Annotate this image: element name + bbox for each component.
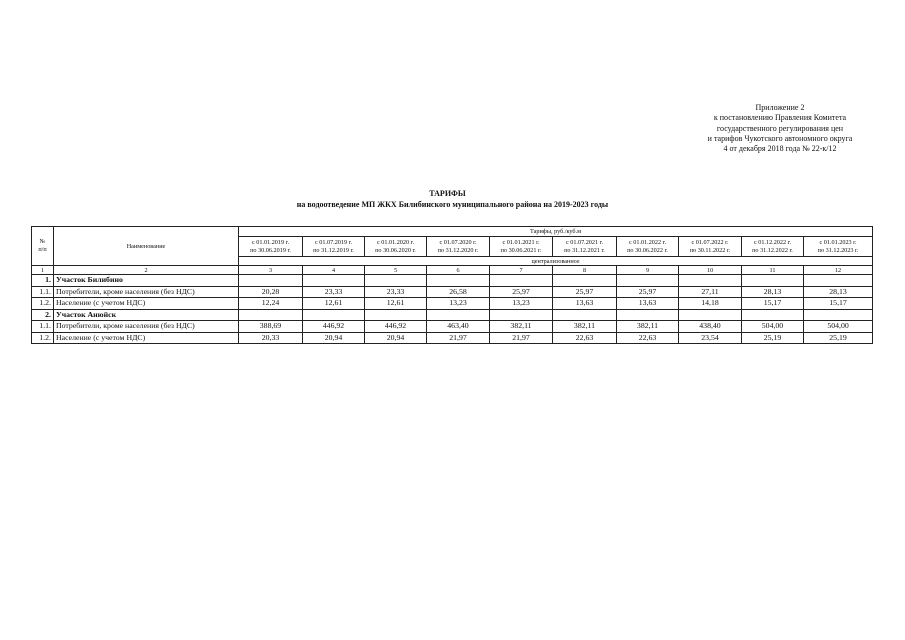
period-to: по 31.12.2020 г.: [437, 246, 479, 254]
period-from: с 01.12.2022 г.: [753, 238, 792, 246]
title-main: ТАРИФЫ: [429, 189, 466, 198]
tariff-value: 382,11: [490, 321, 553, 333]
tariff-value: 21,97: [490, 332, 553, 344]
appendix-note: [640, 103, 905, 154]
tariff-value: 20,33: [239, 332, 303, 344]
header-period: [239, 237, 303, 257]
empty-cell: [490, 275, 553, 287]
empty-cell: [427, 309, 490, 321]
appendix-line: и тарифов Чукотского автономного округа: [707, 133, 853, 143]
tariff-value: 20,28: [239, 286, 303, 298]
period-to: по 30.06.2020 г.: [375, 246, 416, 254]
header-period: [365, 237, 427, 257]
row-name: Потребители, кроме населения (без НДС): [54, 321, 239, 333]
header-centralized: централизованное: [239, 257, 873, 266]
empty-cell: [427, 275, 490, 287]
period-to: по 30.06.2022 г.: [627, 246, 668, 254]
empty-cell: [742, 275, 804, 287]
tariff-value: 12,61: [365, 298, 427, 310]
empty-cell: [617, 275, 679, 287]
section-title: Участок Билибино: [54, 275, 239, 287]
empty-cell: [303, 275, 365, 287]
tariff-value: 504,00: [742, 321, 804, 333]
tariff-value: 25,19: [804, 332, 873, 344]
header-period: [427, 237, 490, 257]
tariff-value: 388,69: [239, 321, 303, 333]
row-number: 1.2.: [32, 332, 54, 344]
period-from: с 01.07.2021 г.: [565, 238, 604, 246]
tariff-value: 22,63: [617, 332, 679, 344]
table-row: [32, 298, 873, 310]
empty-cell: [239, 309, 303, 321]
tariff-value: 438,40: [679, 321, 742, 333]
appendix-line: к постановлению Правления Комитета: [713, 113, 847, 123]
period-from: с 01.07.2020 г.: [439, 238, 477, 246]
tariff-value: 25,97: [617, 286, 679, 298]
section-number: 2.: [32, 309, 54, 321]
tariff-value: 12,24: [239, 298, 303, 310]
title-subtitle: на водоотведение МП ЖКХ Билибинского муниципального района на 2019-2023 годы: [296, 200, 609, 209]
period-to: по 30.06.2021 г.: [500, 246, 542, 254]
empty-cell: [617, 309, 679, 321]
empty-cell: [553, 309, 617, 321]
header-period: [804, 237, 873, 257]
column-number: 2: [54, 266, 239, 275]
tariff-value: 28,13: [742, 286, 804, 298]
column-number: 10: [679, 266, 742, 275]
period-to: по 31.12.2022 г.: [752, 246, 793, 254]
header-name: Наименование: [54, 227, 239, 266]
tariff-value: 13,63: [617, 298, 679, 310]
period-from: с 01.01.2019 г.: [251, 238, 290, 246]
tariff-value: 13,23: [490, 298, 553, 310]
column-number: 6: [427, 266, 490, 275]
empty-cell: [804, 309, 873, 321]
period-from: с 01.07.2019 г.: [314, 238, 353, 246]
period-to: по 31.12.2023 г.: [817, 246, 859, 254]
column-number: 11: [742, 266, 804, 275]
period-from: с 01.01.2023 г.: [819, 238, 857, 246]
period-to: по 31.12.2021 г.: [564, 246, 605, 254]
tariff-value: 20,94: [303, 332, 365, 344]
empty-cell: [365, 309, 427, 321]
empty-cell: [239, 275, 303, 287]
empty-cell: [553, 275, 617, 287]
tariff-value: 26,58: [427, 286, 490, 298]
row-name: Население (с учетом НДС): [54, 332, 239, 344]
appendix-line: Приложение 2: [755, 103, 805, 112]
tariff-value: 12,61: [303, 298, 365, 310]
appendix-line: 4 от декабря 2018 года № 22-к/12: [723, 144, 837, 154]
tariff-value: 463,40: [427, 321, 490, 333]
section-number: 1.: [32, 275, 54, 287]
period-to: по 30.06.2019 г.: [250, 246, 291, 254]
tariffs-table: [31, 226, 873, 344]
empty-cell: [490, 309, 553, 321]
period-to: по 31.12.2019 г.: [313, 246, 354, 254]
tariff-value: 13,63: [553, 298, 617, 310]
header-period: [679, 237, 742, 257]
period-to: по 30.11.2022 г.: [689, 246, 731, 254]
tariff-value: 27,11: [679, 286, 742, 298]
empty-cell: [303, 309, 365, 321]
column-number: 12: [804, 266, 873, 275]
tariff-value: 14,18: [679, 298, 742, 310]
tariff-value: 23,33: [303, 286, 365, 298]
period-from: с 01.07.2022 г.: [691, 238, 729, 246]
row-number: 1.2.: [32, 298, 54, 310]
column-number: 8: [553, 266, 617, 275]
empty-cell: [679, 309, 742, 321]
header-period: [553, 237, 617, 257]
header-num-line1: №: [39, 238, 46, 245]
table-row: [32, 286, 873, 298]
tariff-value: 21,97: [427, 332, 490, 344]
tariff-value: 13,23: [427, 298, 490, 310]
tariff-value: 23,33: [365, 286, 427, 298]
document-title: [0, 188, 905, 210]
tariff-value: 28,13: [804, 286, 873, 298]
period-from: с 01.01.2020 г.: [376, 238, 415, 246]
tariff-value: 23,54: [679, 332, 742, 344]
section-title: Участок Анюйск: [54, 309, 239, 321]
column-number: 9: [617, 266, 679, 275]
table-row: [32, 321, 873, 333]
empty-cell: [365, 275, 427, 287]
section-row: [32, 309, 873, 321]
row-name: Население (с учетом НДС): [54, 298, 239, 310]
column-number: 7: [490, 266, 553, 275]
tariff-value: 20,94: [365, 332, 427, 344]
row-number: 1.1.: [32, 321, 54, 333]
header-num: [32, 227, 54, 266]
appendix-line: государственного регулирования цен: [716, 123, 844, 133]
tariff-value: 446,92: [365, 321, 427, 333]
tariff-value: 382,11: [553, 321, 617, 333]
column-number: 3: [239, 266, 303, 275]
tariff-value: 382,11: [617, 321, 679, 333]
column-number: 5: [365, 266, 427, 275]
tariff-value: 446,92: [303, 321, 365, 333]
empty-cell: [742, 309, 804, 321]
tariff-value: 15,17: [804, 298, 873, 310]
header-num-line2: п/п: [38, 246, 47, 253]
tariff-value: 25,19: [742, 332, 804, 344]
empty-cell: [804, 275, 873, 287]
header-period: [742, 237, 804, 257]
row-name: Потребители, кроме населения (без НДС): [54, 286, 239, 298]
header-period: [617, 237, 679, 257]
header-period: [303, 237, 365, 257]
section-row: [32, 275, 873, 287]
table-row: [32, 332, 873, 344]
period-from: с 01.01.2022 г.: [628, 238, 667, 246]
tariff-value: 22,63: [553, 332, 617, 344]
tariff-value: 25,97: [553, 286, 617, 298]
header-tariffs: Тарифы, руб./куб.м: [239, 227, 873, 237]
tariff-value: 504,00: [804, 321, 873, 333]
header-period: [490, 237, 553, 257]
column-number: 1: [32, 266, 54, 275]
row-number: 1.1.: [32, 286, 54, 298]
empty-cell: [679, 275, 742, 287]
tariff-value: 15,17: [742, 298, 804, 310]
tariff-value: 25,97: [490, 286, 553, 298]
period-from: с 01.01.2021 г.: [502, 238, 540, 246]
column-number: 4: [303, 266, 365, 275]
